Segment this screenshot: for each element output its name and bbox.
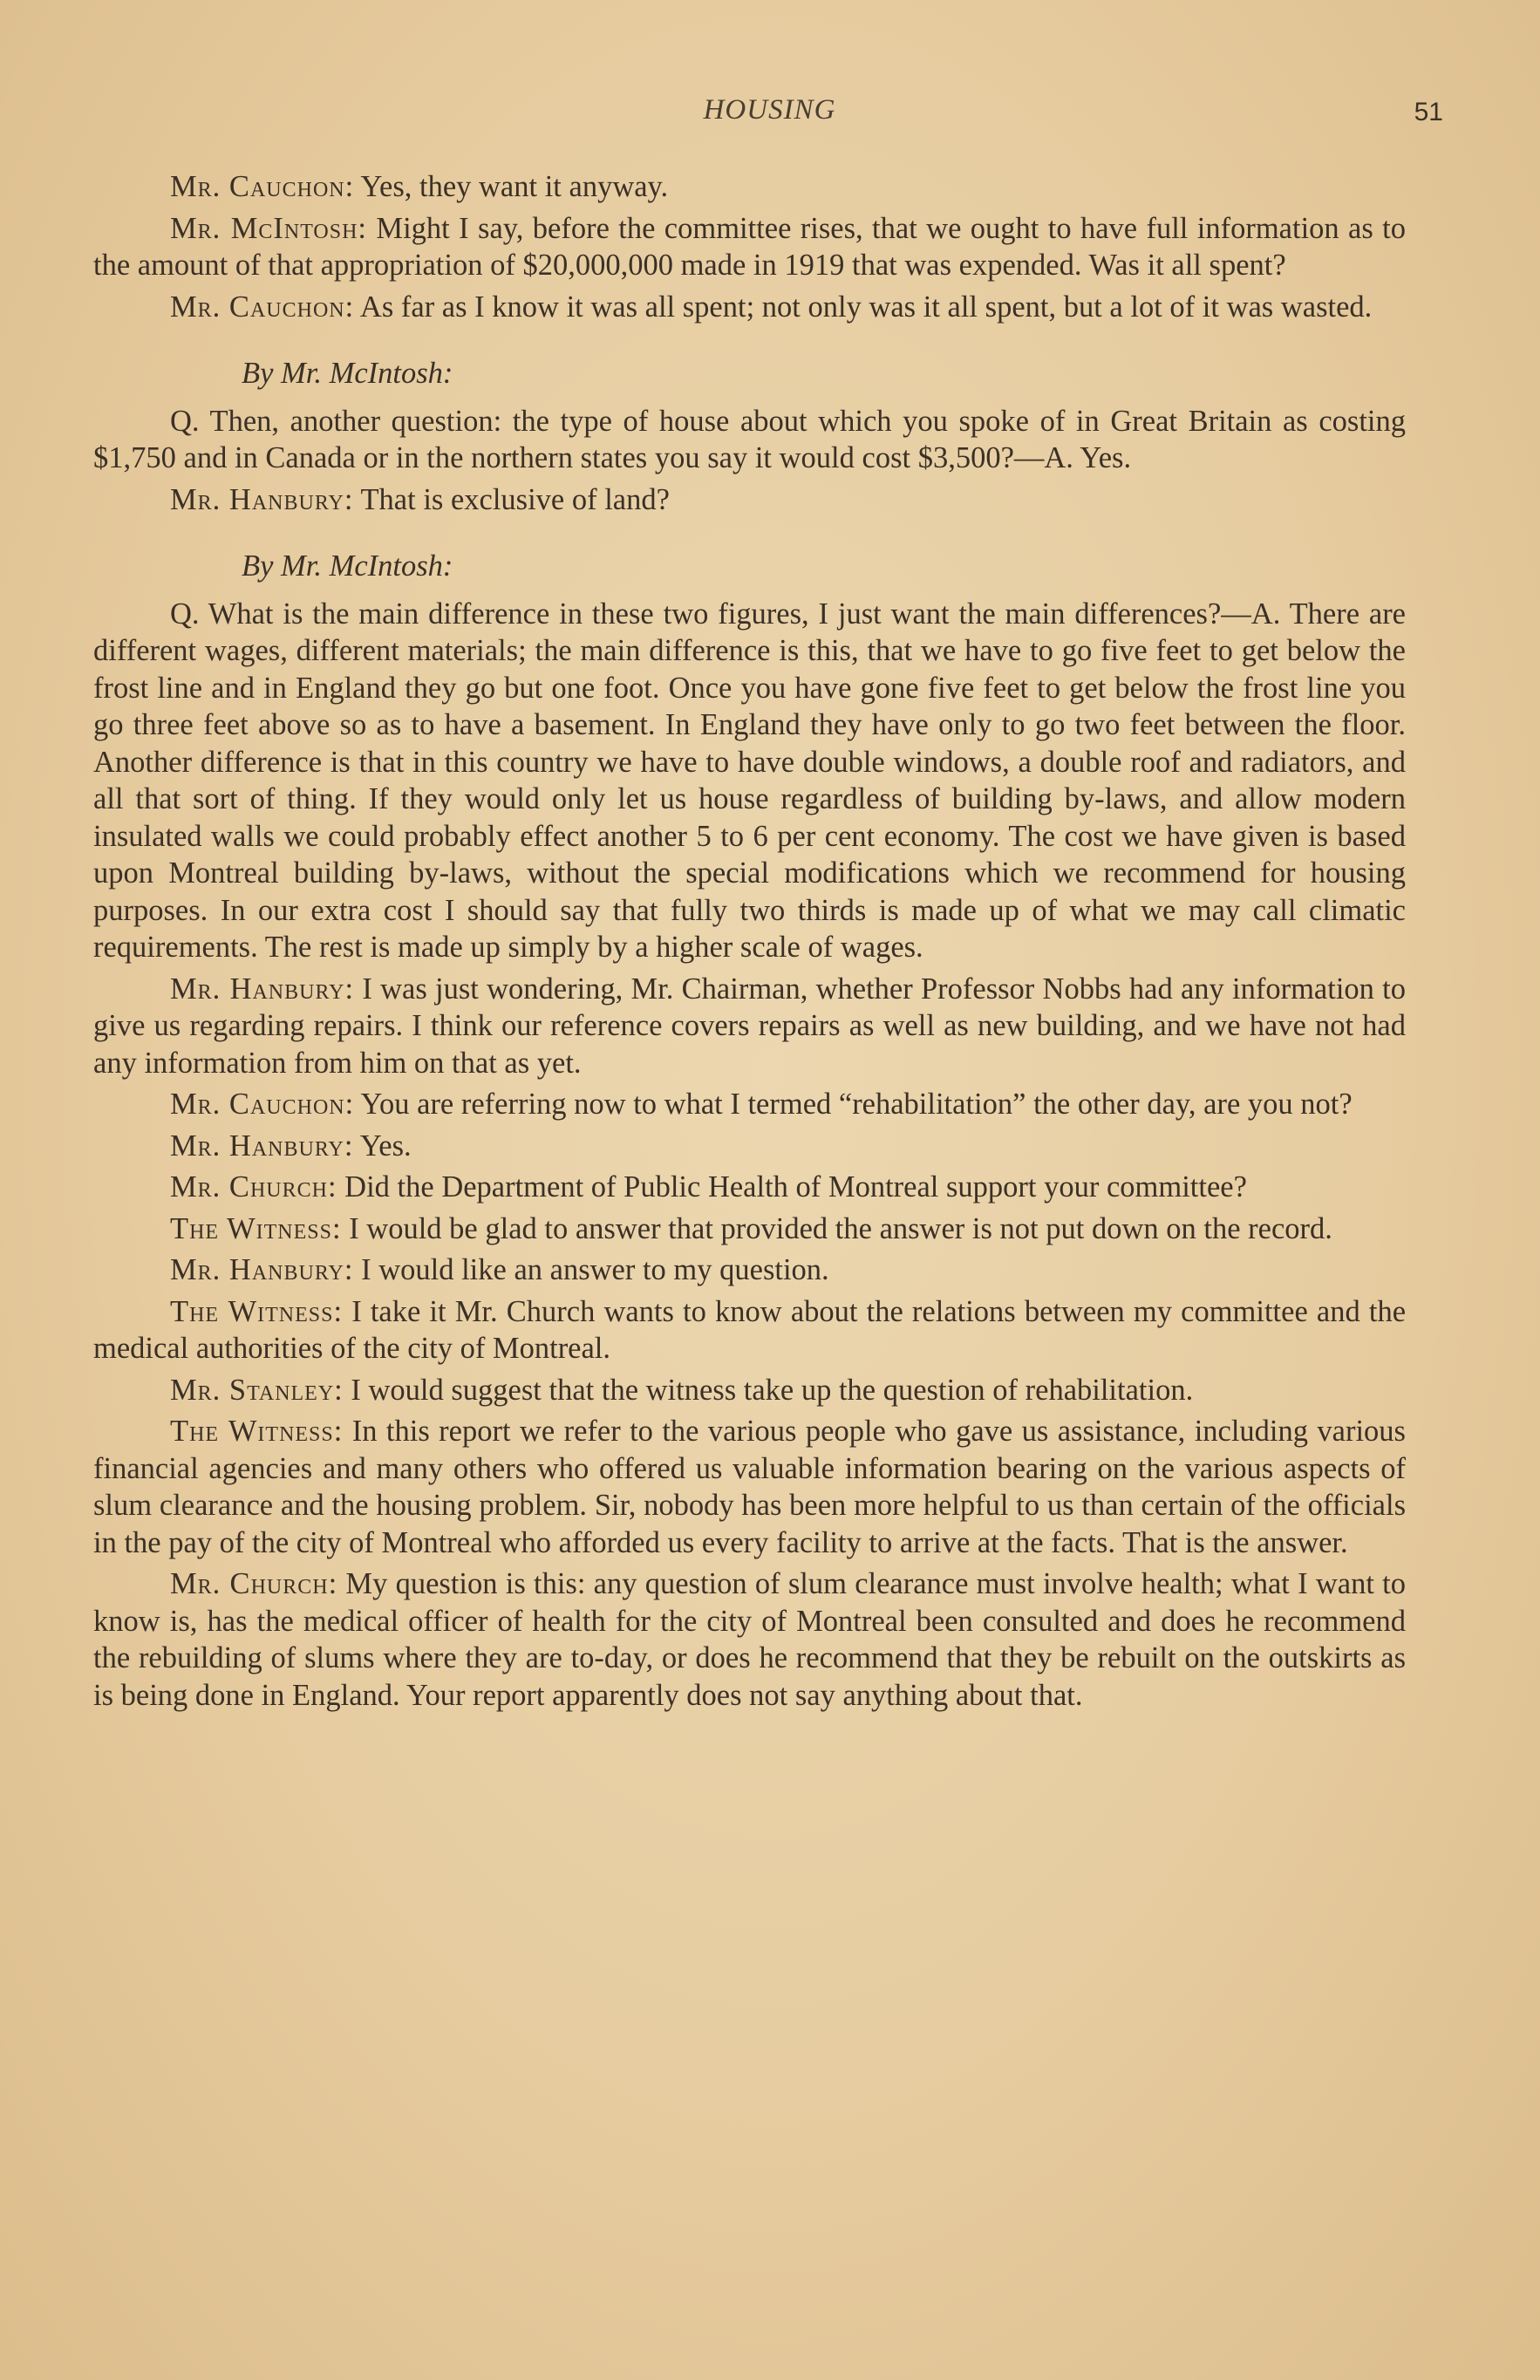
paragraph [93,1372,1406,1409]
speaker-name: Mr. Hanbury: [170,482,354,516]
paragraph-text: I was just wondering, Mr. Chairman, whether Professor Nobbs had any information to give us regarding repairs. I think our reference covers repairs as well as new building, and we have not had any information from him on that as yet. [93,972,1406,1080]
paragraph-text: I would suggest that the witness take up the question of rehabilitation. [343,1373,1194,1407]
speaker-name: Mr. Cauchon: [170,290,355,324]
paragraph-text: Did the Department of Public Health of Montreal support your committee? [337,1170,1247,1204]
paragraph-text: Yes, they want it anyway. [354,170,669,203]
paragraph-text: Yes. [353,1129,412,1163]
body-text [93,168,1406,1718]
paragraph [93,971,1406,1082]
speaker-name: Mr. Cauchon: [170,170,355,203]
paragraph [93,1128,1406,1165]
paragraph [93,1210,1406,1248]
paragraph [93,289,1406,326]
speaker-name: Mr. Church: [170,1170,337,1204]
paragraph [93,1251,1406,1289]
speaker-name: The Witness: [170,1294,344,1328]
speaker-name: Mr. Cauchon: [170,1088,355,1121]
examiner-byline: By Mr. McIntosh: [242,549,453,583]
speaker-name: The Witness: [170,1211,342,1245]
paragraph-text: I take it Mr. Church wants to know about the relations between my committee and the medical authorities of the city of Montreal. [93,1294,1407,1365]
speaker-name: Mr. Hanbury: [170,1129,354,1163]
paragraph-text: In this report we refer to the various people who gave us assistance, including various financial agencies and many others who offered us valuable information bearing on the various aspects of slum clearance and the housing problem. Sir, nobody has been more helpful to us than certain of the officials in the pay of the city of Montreal who afforded us every facility to arrive at the facts. That is the answer. [93,1415,1406,1559]
question-answer: Q. Then, another question: the type of house about which you spoke of in Great Britain as costing $1,750 and in Canada or in the northern states you say it would cost $3,500?—A. Yes. [93,404,1406,474]
paragraph-text: I would be glad to answer that provided the answer is not put down on the record. [341,1211,1332,1245]
speaker-name: Mr. McIntosh: [170,211,368,245]
question-answer: Q. What is the main difference in these two figures, I just want the main differences?—A. There are different wages, different materials; the main difference is this, that we have to go five feet to get below the frost line and in England they go but one foot. Once you have gone five feet to get below the frost line you go three feet above so as to have a basement. In England they have only to go two feet between the floor. Another difference is that in this country we have to have double windows, a double roof and radiators, and all that sort of thing. If they would only let us house regardless of building by-laws, and allow modern insulated walls we could probably effect another 5 to 6 per cent economy. The cost we have given is based upon Montreal building by-laws, without the special modifications which we recommend for housing purposes. In our extra cost I should say that fully two thirds is made up of what we may call climatic requirements. The rest is made up simply by a higher scale of wages. [93,597,1406,964]
paragraph [93,1413,1406,1561]
paragraph [93,481,1406,519]
paragraph [93,1565,1406,1714]
paragraph-text: As far as I know it was all spent; not only was it all spent, but a lot of it was wasted. [354,290,1373,324]
paragraph-text: Might I say, before the committee rises, that we ought to have full information as to the amount of that appropriation of $20,000,000 made in 1919 that was expended. Was it all spent? [93,211,1407,282]
paragraph [93,168,1406,206]
paragraph-text: I would like an answer to my question. [353,1253,829,1286]
speaker-name: Mr. Hanbury: [170,1253,354,1286]
paragraph-text: My question is this: any question of slum clearance must involve health; what I want to know is, has the medical officer of health for the city of Montreal been consulted and does he recommend the rebuilding of slums where they are to-day, or does he recommend that they be rebuilt on the outskirts as is being done in England. Your report apparently does not say anything about that. [93,1567,1406,1712]
examiner-byline: By Mr. McIntosh: [242,357,453,390]
paragraph [93,1169,1406,1206]
page-number: 51 [1414,98,1443,126]
paragraph [93,1086,1406,1123]
speaker-name: Mr. Stanley: [170,1373,344,1407]
speaker-name: Mr. Church: [170,1567,338,1600]
paragraph-text: That is exclusive of land? [353,482,670,516]
speaker-name: Mr. Hanbury: [170,972,355,1006]
running-title: HOUSING [703,94,836,126]
paragraph-text: You are referring now to what I termed “rehabilitation” the other day, are you not? [354,1088,1353,1121]
running-head [96,94,1443,138]
speaker-name: The Witness: [170,1415,344,1448]
paragraph [93,1293,1406,1367]
paragraph [93,210,1406,284]
